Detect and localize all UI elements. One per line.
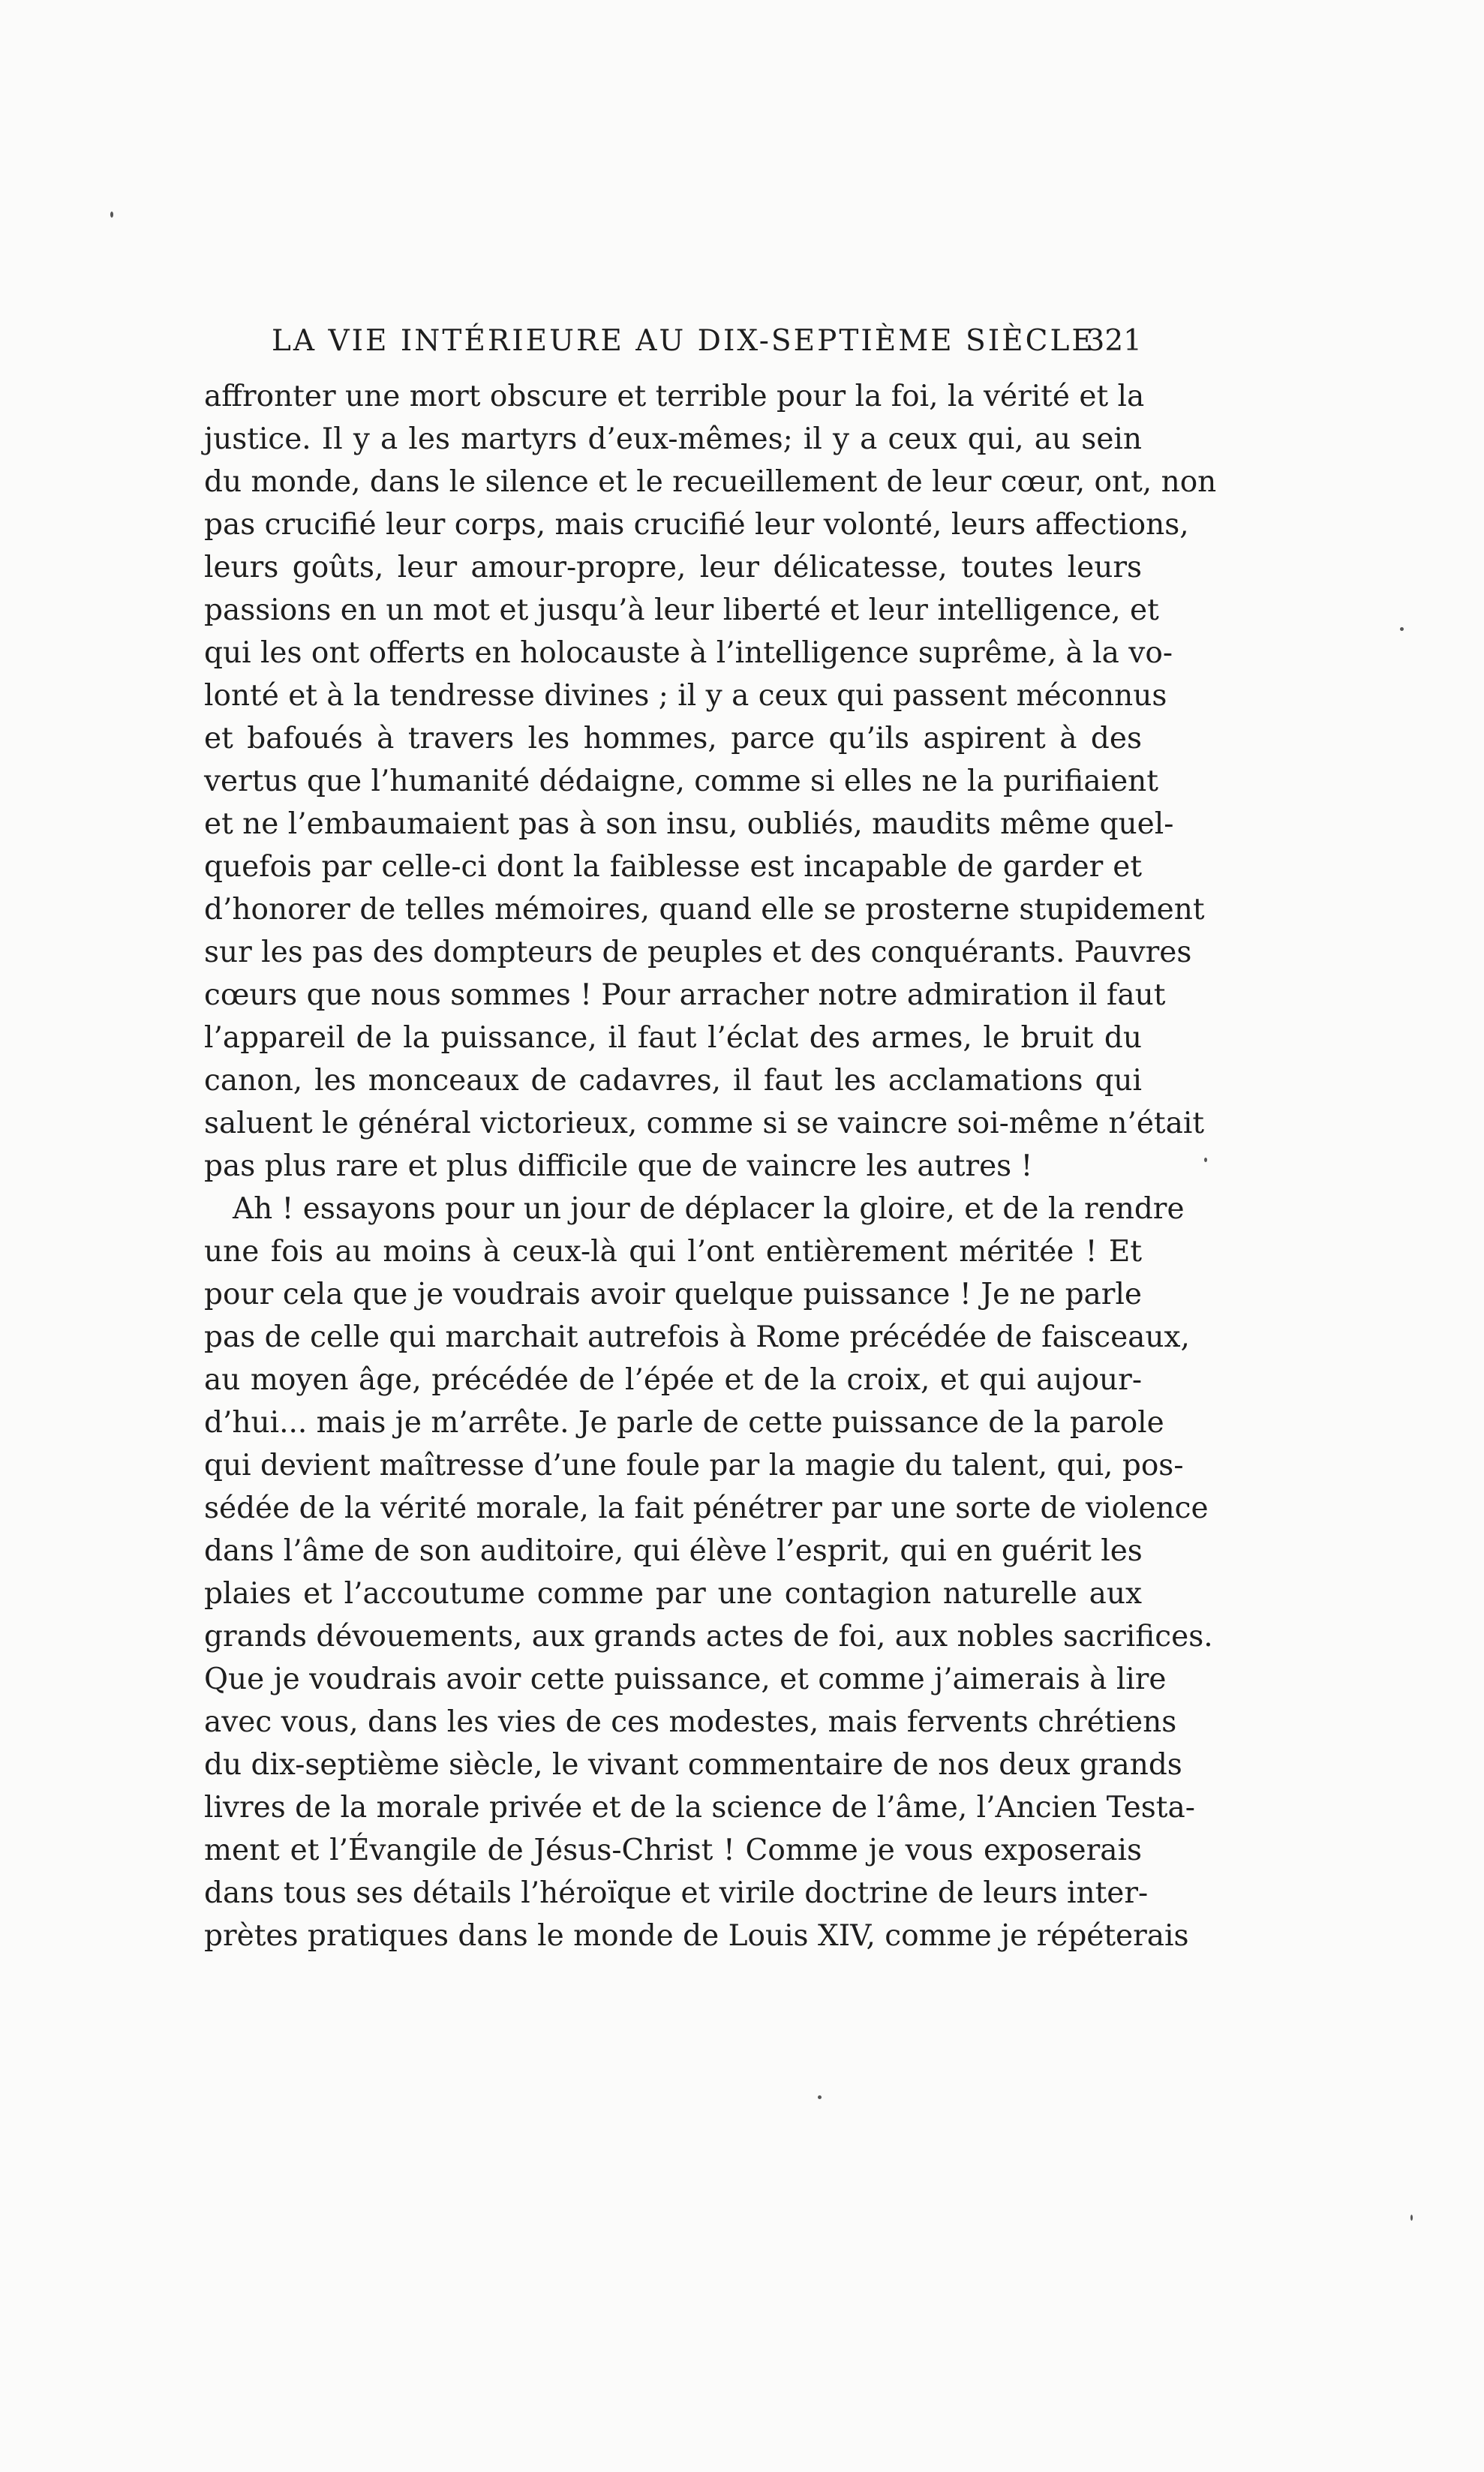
text-line: dans tous ses détails l’héroïque et virile doctrine de leurs inter-: [204, 1876, 1149, 1910]
text-line: vertus que l’humanité dédaigne, comme si elles ne la purifiaient: [204, 764, 1158, 798]
body-text: [204, 375, 1217, 1957]
text-line: sédée de la vérité morale, la fait pénétrer par une sorte de violence: [204, 1491, 1209, 1525]
running-title: LA VIE INTÉRIEURE AU DIX-SEPTIÈME SIÈCLE: [272, 324, 1095, 358]
text-line: et ne l’embaumaient pas à son insu, oubliés, maudits même quel-: [204, 807, 1174, 841]
text-line: Que je voudrais avoir cette puissance, et comme j’aimerais à lire: [204, 1663, 1167, 1696]
text-line: pas plus rare et plus difficile que de vaincre les autres !: [204, 1149, 1033, 1183]
text-line: du monde, dans le silence et le recueillement de leur cœur, ont, non: [204, 465, 1217, 499]
text-line: plaies et l’accoutume comme par une contagion naturelle aux: [204, 1577, 1142, 1611]
text-line: et bafoués à travers les hommes, parce qu’ils aspirent à des: [204, 722, 1142, 755]
text-line: l’appareil de la puissance, il faut l’éclat des armes, le bruit du: [204, 1021, 1142, 1055]
text-line: affronter une mort obscure et terrible pour la foi, la vérité et la: [204, 380, 1145, 413]
paragraph-1: [204, 375, 1217, 1188]
text-line: quefois par celle-ci dont la faiblesse est incapable de garder et: [204, 850, 1142, 884]
text-line: du dix-septième siècle, le vivant commentaire de nos deux grands: [204, 1748, 1182, 1782]
text-line: qui devient maîtresse d’une foule par la magie du talent, qui, pos-: [204, 1449, 1184, 1482]
text-line: canon, les monceaux de cadavres, il faut les acclamations qui: [204, 1064, 1142, 1098]
text-line: leurs goûts, leur amour-propre, leur délicatesse, toutes leurs: [204, 551, 1142, 584]
text-line: grands dévouements, aux grands actes de foi, aux nobles sacrifices.: [204, 1620, 1213, 1654]
text-line: lonté et à la tendresse divines ; il y a ceux qui passent méconnus: [204, 679, 1167, 713]
text-line: avec vous, dans les vies de ces modestes, mais fervents chrétiens: [204, 1705, 1177, 1739]
text-line: pour cela que je voudrais avoir quelque puissance ! Je ne parle: [204, 1278, 1142, 1311]
scan-speck: [1204, 1158, 1207, 1162]
text-line: pas crucifié leur corps, mais crucifié leur volonté, leurs affections,: [204, 508, 1189, 542]
text-line: pas de celle qui marchait autrefois à Rome précédée de faisceaux,: [204, 1320, 1190, 1354]
text-line: d’hui... mais je m’arrête. Je parle de cette puissance de la parole: [204, 1406, 1164, 1440]
text-line: Ah ! essayons pour un jour de déplacer la gloire, et de la rendre: [233, 1192, 1185, 1226]
text-line: une fois au moins à ceux-là qui l’ont entièrement méritée ! Et: [204, 1235, 1142, 1269]
text-line: livres de la morale privée et de la science de l’âme, l’Ancien Testa-: [204, 1791, 1195, 1825]
text-line: saluent le général victorieux, comme si se vaincre soi-même n’était: [204, 1107, 1204, 1140]
text-line: justice. Il y a les martyrs d’eux-mêmes; il y a ceux qui, au sein: [204, 422, 1142, 456]
paragraph-2: [204, 1188, 1213, 1957]
text-line: prètes pratiques dans le monde de Louis XIV, comme je répéterais: [204, 1919, 1189, 1953]
text-line: ment et l’Évangile de Jésus-Christ ! Comme je vous exposerais: [204, 1834, 1142, 1867]
scan-speck: [1400, 627, 1404, 631]
text-line: qui les ont offerts en holocauste à l’intelligence suprême, à la vo-: [204, 636, 1173, 670]
scan-speck: [818, 2095, 822, 2099]
text-line: dans l’âme de son auditoire, qui élève l’esprit, qui en guérit les: [204, 1534, 1143, 1568]
page-header: [204, 324, 1142, 369]
scan-speck: [1410, 2215, 1413, 2221]
text-line: cœurs que nous sommes ! Pour arracher notre admiration il faut: [204, 978, 1166, 1012]
text-line: sur les pas des dompteurs de peuples et des conquérants. Pauvres: [204, 936, 1192, 969]
text-line: au moyen âge, précédée de l’épée et de la croix, et qui aujour-: [204, 1363, 1142, 1397]
scan-speck: [110, 212, 113, 218]
text-line: passions en un mot et jusqu’à leur liberté et leur intelligence, et: [204, 593, 1159, 627]
page-number: 321: [1086, 324, 1142, 358]
text-line: d’honorer de telles mémoires, quand elle se prosterne stupidement: [204, 893, 1205, 927]
